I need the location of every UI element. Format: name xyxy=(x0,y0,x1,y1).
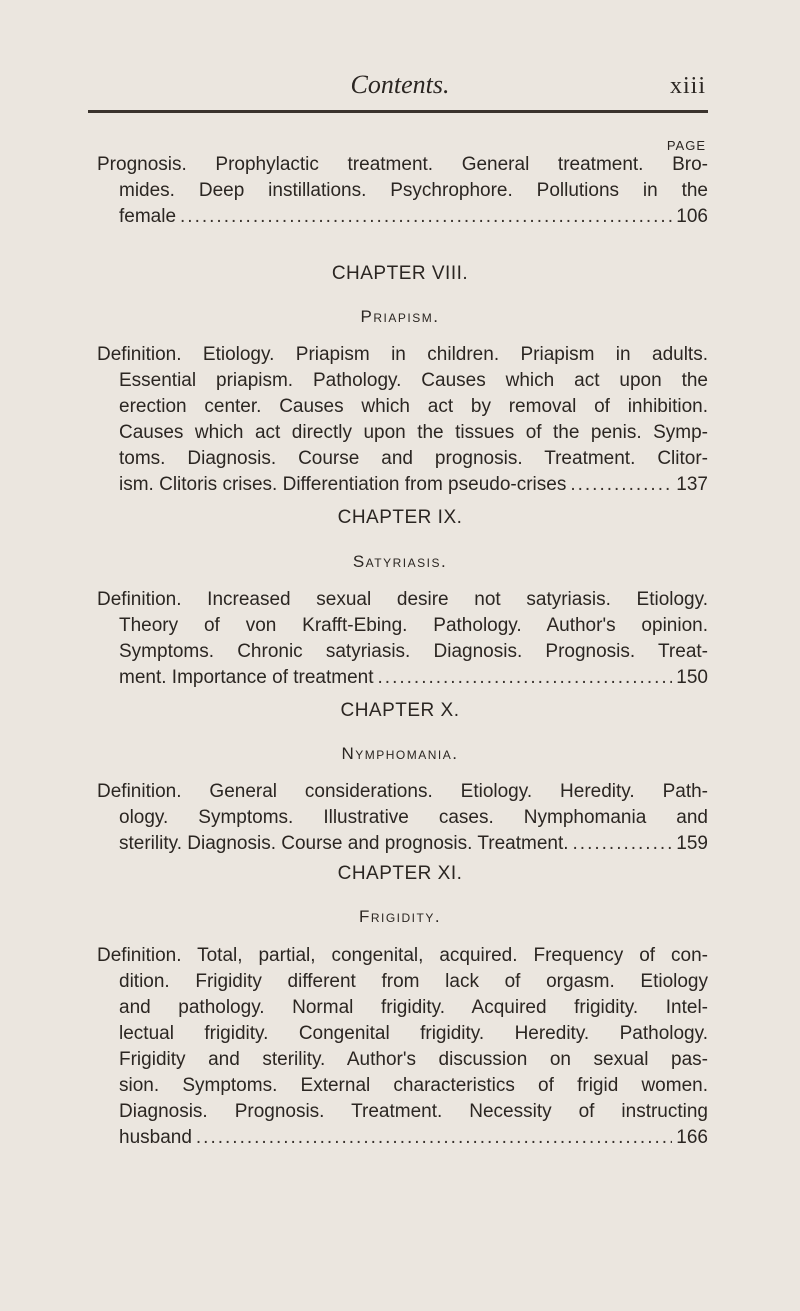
entry-line: erection center. Causes which act by removal of inhibition. xyxy=(119,396,708,417)
entry-line: Definition. Increased sexual desire not satyriasis. Etiology. xyxy=(97,589,708,610)
chapter-heading: CHAPTER VIII. xyxy=(331,263,469,284)
entry-line: toms. Diagnosis. Course and prognosis. Treatment. Clitor- xyxy=(119,448,708,469)
dot-leader xyxy=(378,665,672,691)
entry-last-line xyxy=(97,204,708,230)
page-number: 159 xyxy=(676,833,708,854)
toc-entry-continued xyxy=(97,152,708,230)
dot-leader xyxy=(570,472,672,498)
dot-leader xyxy=(573,831,672,857)
entry-line: Definition. Etiology. Priapism in children. Priapism in adults. xyxy=(97,344,708,365)
chapter-heading: CHAPTER X. xyxy=(340,700,460,721)
entry-line: sion. Symptoms. External characteristics of frigid women. xyxy=(119,1075,708,1096)
entry-line: sterility. Diagnosis. Course and prognosis. Treatment. xyxy=(119,833,569,854)
entry-line: Symptoms. Chronic satyriasis. Diagnosis. Prognosis. Treat- xyxy=(119,641,708,662)
header-rule xyxy=(88,110,708,113)
entry-line: Diagnosis. Prognosis. Treatment. Necessity of instructing xyxy=(119,1101,708,1122)
entry-line: dition. Frigidity different from lack of orgasm. Etiology xyxy=(119,971,708,992)
entry-line: ology. Symptoms. Illustrative cases. Nymphomania and xyxy=(119,807,708,828)
entry-line: Causes which act directly upon the tissues of the penis. Symp- xyxy=(119,422,708,443)
page-number: 137 xyxy=(676,474,708,495)
entry-line: Frigidity and sterility. Author's discussion on sexual pas- xyxy=(119,1049,708,1070)
page-number: 166 xyxy=(676,1127,708,1148)
dot-leader xyxy=(180,204,672,230)
running-title: Contents. xyxy=(350,70,450,99)
entry-line: ism. Clitoris crises. Differentiation from pseudo-crises xyxy=(119,474,567,495)
toc-entry xyxy=(97,342,708,498)
chapter-heading: CHAPTER XI. xyxy=(337,863,463,884)
chapter-subject: Priapism. xyxy=(360,307,440,326)
entry-last-line xyxy=(97,472,708,498)
entry-last-line xyxy=(97,831,708,857)
entry-line: Definition. Total, partial, congenital, acquired. Frequency of con- xyxy=(97,945,708,966)
toc-entry xyxy=(97,943,708,1151)
entry-last-line xyxy=(97,1125,708,1151)
running-head xyxy=(0,70,800,110)
entry-line: female xyxy=(119,206,177,227)
entry-line: Essential priapism. Pathology. Causes which act upon the xyxy=(119,370,708,391)
entry-line: lectual frigidity. Congenital frigidity. Heredity. Pathology. xyxy=(119,1023,708,1044)
chapter-subject: Nymphomania. xyxy=(341,744,459,763)
page-folio: xiii xyxy=(669,73,706,99)
chapter-subject: Satyriasis. xyxy=(352,552,448,571)
entry-last-line xyxy=(97,665,708,691)
chapter-subject: Frigidity. xyxy=(358,907,442,926)
toc-entry xyxy=(97,587,708,691)
entry-line: ment. Importance of treatment xyxy=(119,667,374,688)
page-number: 106 xyxy=(676,206,708,227)
entry-line: Theory of von Krafft-Ebing. Pathology. Author's opinion. xyxy=(119,615,708,636)
entry-line: husband xyxy=(119,1127,192,1148)
chapter-heading: CHAPTER IX. xyxy=(337,507,463,528)
toc-entry xyxy=(97,779,708,857)
entry-line: Definition. General considerations. Etiology. Heredity. Path- xyxy=(97,781,708,802)
entry-line: and pathology. Normal frigidity. Acquired frigidity. Intel- xyxy=(119,997,708,1018)
entry-line: Prognosis. Prophylactic treatment. General treatment. Bro- xyxy=(97,154,708,175)
dot-leader xyxy=(196,1125,672,1151)
entry-line: mides. Deep instillations. Psychrophore. Pollutions in the xyxy=(119,180,708,201)
page-column-label: PAGE xyxy=(666,138,706,153)
page-number: 150 xyxy=(676,667,708,688)
